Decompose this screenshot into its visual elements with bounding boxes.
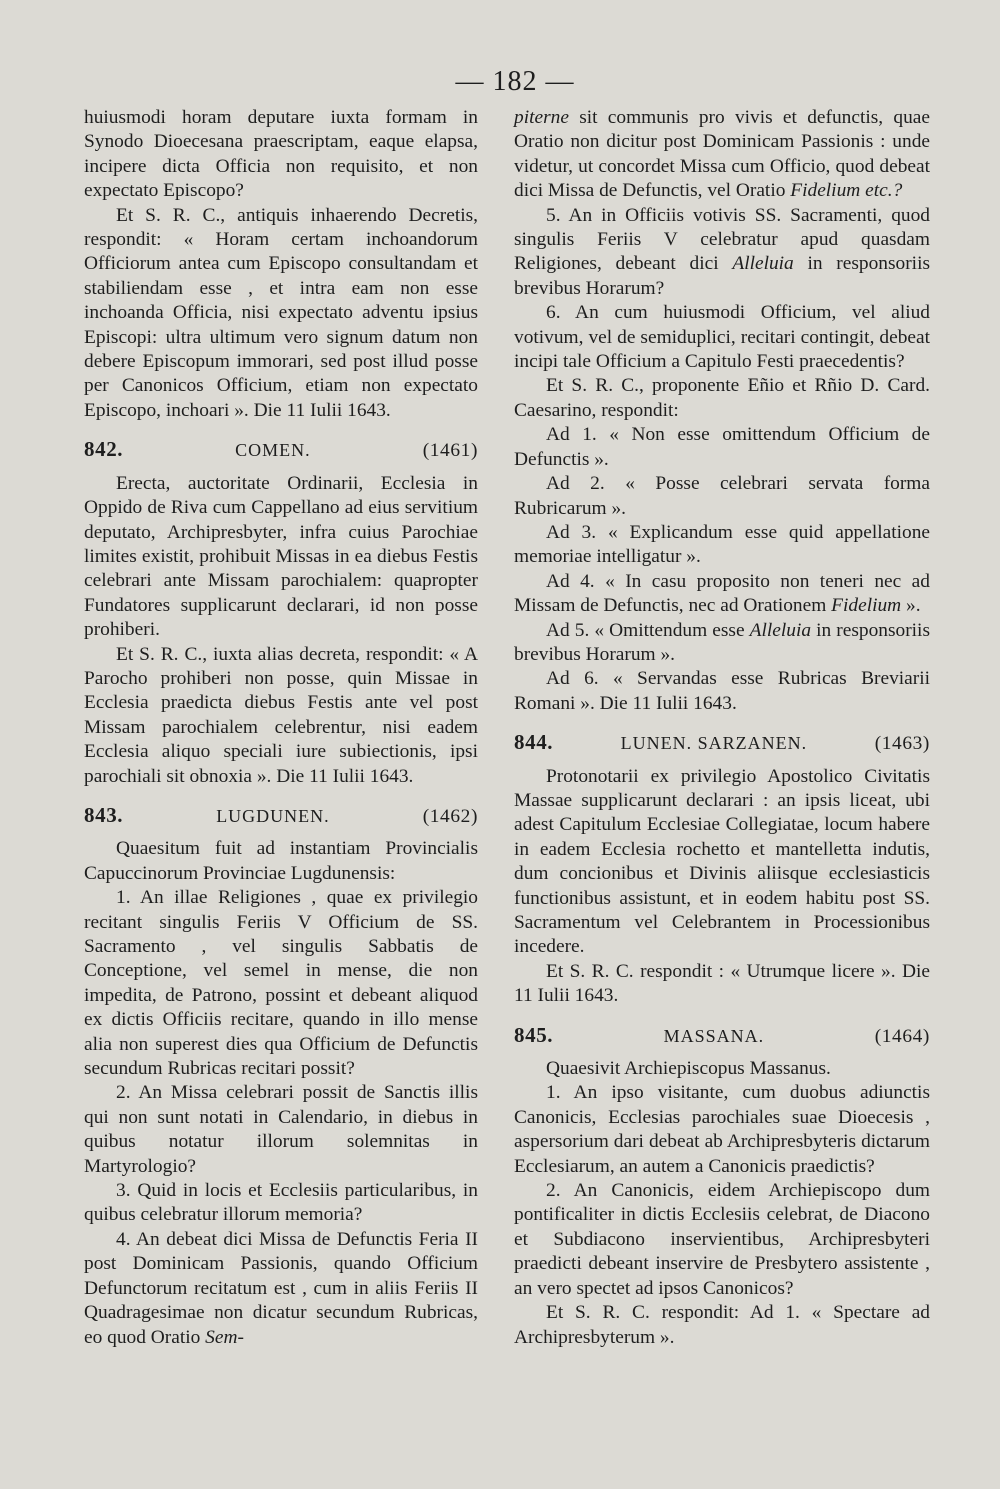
answer: Ad 2. « Posse celebrari servata forma Rubricarum ».	[514, 473, 930, 519]
paragraph: Quaesivit Archiepiscopus Massanus.	[546, 1058, 831, 1080]
question: 3. Quid in locis et Ecclesiis particularibus, in quibus celebratur illorum memoria?	[84, 1180, 478, 1226]
paragraph: Erecta, auctoritate Ordinarii, Ecclesia in Oppido de Riva cum Cappellano ad eius servitium deputato, Archipresbyter, infra cuius Parochiae limites existit, prohibuit Missas in ea diebus Festis celebrari ante Missam parochialem: quapropter Fundatores supplicarunt declarari, id non posse prohiberi.	[84, 472, 478, 641]
paragraph: Et S. R. C. respondit: Ad 1. « Spectare ad Archipresbyterum ».	[514, 1302, 930, 1348]
decree-number: 844.	[514, 730, 554, 755]
answer: Ad 1. « Non esse omittendum Officium de Defunctis ».	[514, 424, 930, 470]
left-column	[84, 106, 478, 1350]
text-run: Ad 5. « Omittendum esse	[546, 619, 750, 641]
decree-heading-844	[514, 730, 930, 756]
right-column	[514, 106, 930, 1350]
paragraph: Et S. R. C., proponente Eñio et Rñio D. Card. Caesarino, respondit:	[514, 375, 930, 421]
decree-title: LUNEN. SARZANEN.	[620, 733, 808, 754]
question: 1. An illae Religiones , quae ex privilegio recitant singulis Feriis V Officium de SS. Sacramento , vel singulis Sabbatis de Conceptione, vel semel in mense, die non impedita, de Patrono, possint et debeant aliquod ex dictis Officiis recitare, quando in illo mense alia non superest dies qua Officium de Defunctis secundum Rubricas recitari possit?	[84, 887, 478, 1080]
question	[84, 1228, 478, 1350]
paragraph: Et S. R. C., antiquis inhaerendo Decretis, respondit: « Horam certam inchoandorum Officiorum antea cum Episcopo consultandam et stabiliendam esse , et intra eam non esse inchoanda Officia, nisi expectato adventu ipsius Episcopi: ultra ultimum vero signum datum non debere Episcopum immorari, sed post illud posse per Canonicos Officium, etiam non expectato Episcopo, inchoari ». Die 11 Iulii 1643.	[84, 204, 478, 421]
answer: Ad 3. « Explicandum esse quid appellatione memoriae intelligatur ».	[514, 521, 930, 568]
text-run: 5. An in Officiis votivis SS. Sacramenti, quod singulis Feriis V celebratur apud quasdam Religiones, debeant dici	[514, 204, 930, 275]
paragraph: Et S. R. C., iuxta alias decreta, respondit: « A Parocho prohiberi non posse, quin Missae in Ecclesia praedicta diebus Festis ante vel post Missam parochialem celebrentur, nisi eadem Ecclesia aliquo speciali iure subiectionis, ipsi parochiali sit obnoxia ». Die 11 Iulii 1643.	[84, 643, 478, 787]
question: 1. An ipso visitante, cum duobus adiunctis Canonicis, Ecclesias parochiales suae Dioecesis , aspersorium dari debeat ab Archipresbyteris dictarum Ecclesiarum, an autem a Canonicis praedictis?	[514, 1082, 930, 1177]
question	[514, 204, 930, 302]
decree-code: (1462)	[422, 805, 478, 827]
decree-number: 842.	[84, 437, 124, 462]
paragraph	[514, 106, 930, 204]
italic-text: piterne	[514, 107, 569, 128]
question: 6. An cum huiusmodi Officium, vel aliud votivum, vel de semiduplici, recitari contingit, debeat incipi tale Officium a Capitulo Festi praecedentis?	[514, 302, 930, 373]
decree-number: 843.	[84, 802, 124, 827]
decree-heading-845	[514, 1023, 930, 1049]
decree-code: (1464)	[874, 1025, 930, 1047]
text-run: 4. An debeat dici Missa de Defunctis Feria II post Dominicam Passionis, quando Officium Defunctorum recitatum est , cum in aliis Feriis II Quadragesimae non dicatur secundum Rubricas, eo quod Oratio	[84, 1228, 478, 1348]
text-run: ».	[901, 595, 921, 617]
decree-number: 845.	[514, 1022, 554, 1047]
paragraph: Protonotarii ex privilegio Apostolico Civitatis Massae supplicarunt declarari : an ipsis liceat, ubi adest Capitulum Ecclesiae Collegiatae, locum habere in eadem Ecclesia rochetto et mantelletta indutis, dum concionibus et Divinis aliisque ecclesiasticis functionibus assistunt, et in eodem habitu post SS. Sacramentum vel Celebrantem in Processionibus incedere.	[514, 765, 930, 958]
answer	[514, 619, 930, 668]
text-run: in responsoriis brevibus Horarum ».	[514, 619, 930, 665]
italic-text: Fidelium etc.?	[790, 180, 903, 202]
decree-title: LUGDUNEN.	[216, 805, 330, 826]
decree-heading-842	[84, 437, 478, 463]
italic-text: Sem-	[205, 1326, 244, 1348]
question: 2. An Canonicis, eidem Archiepiscopo dum pontificaliter in dictis Ecclesiis celebrat, de Diacono et Subdiacono inservientibus, Archipresbyteri praedicti debeant inservire de Presbytero assistente , an vero spectet ad ipsos Canonicos?	[514, 1180, 930, 1299]
italic-text: Alleluia	[749, 619, 812, 641]
text-run: Ad 4. « In casu proposito non teneri nec ad Missam de Defunctis, nec ad Orationem	[514, 570, 930, 617]
decree-title: COMEN.	[235, 440, 311, 461]
decree-code: (1461)	[422, 440, 478, 462]
answer: Ad 6. « Servandas esse Rubricas Breviarii Romani ». Die 11 Iulii 1643.	[514, 668, 930, 714]
italic-text: Fidelium	[831, 595, 902, 617]
italic-text: Alleluia	[732, 253, 794, 275]
page-number: — 182 —	[455, 66, 575, 97]
decree-code: (1463)	[874, 733, 930, 755]
paragraph: Et S. R. C. respondit : « Utrumque licere ». Die 11 Iulii 1643.	[514, 960, 930, 1007]
decree-title: MASSANA.	[663, 1025, 765, 1046]
text-run: sit communis pro vivis et defunctis, quae Oratio non dicitur post Dominicam Passionis : unde videtur, ut concordet Missa cum Officio, quod debeat dici Missa de Defunctis, vel Oratio	[514, 107, 930, 202]
decree-heading-843	[84, 803, 478, 829]
paragraph: huiusmodi horam deputare iuxta formam in Synodo Dioecesana praescriptam, eaque elapsa, incipere dicta Officia non requisito, et non expectato Episcopo?	[84, 107, 478, 202]
text-run: in responsoriis brevibus Horarum?	[514, 253, 930, 299]
answer	[514, 570, 930, 619]
paragraph: Quaesitum fuit ad instantiam Provincialis Capuccinorum Provinciae Lugdunensis:	[84, 838, 478, 884]
question: 2. An Missa celebrari possit de Sanctis illis qui non sunt notati in Calendario, in diebus in quibus notatur illorum solemnitas in Martyrologio?	[84, 1082, 478, 1177]
